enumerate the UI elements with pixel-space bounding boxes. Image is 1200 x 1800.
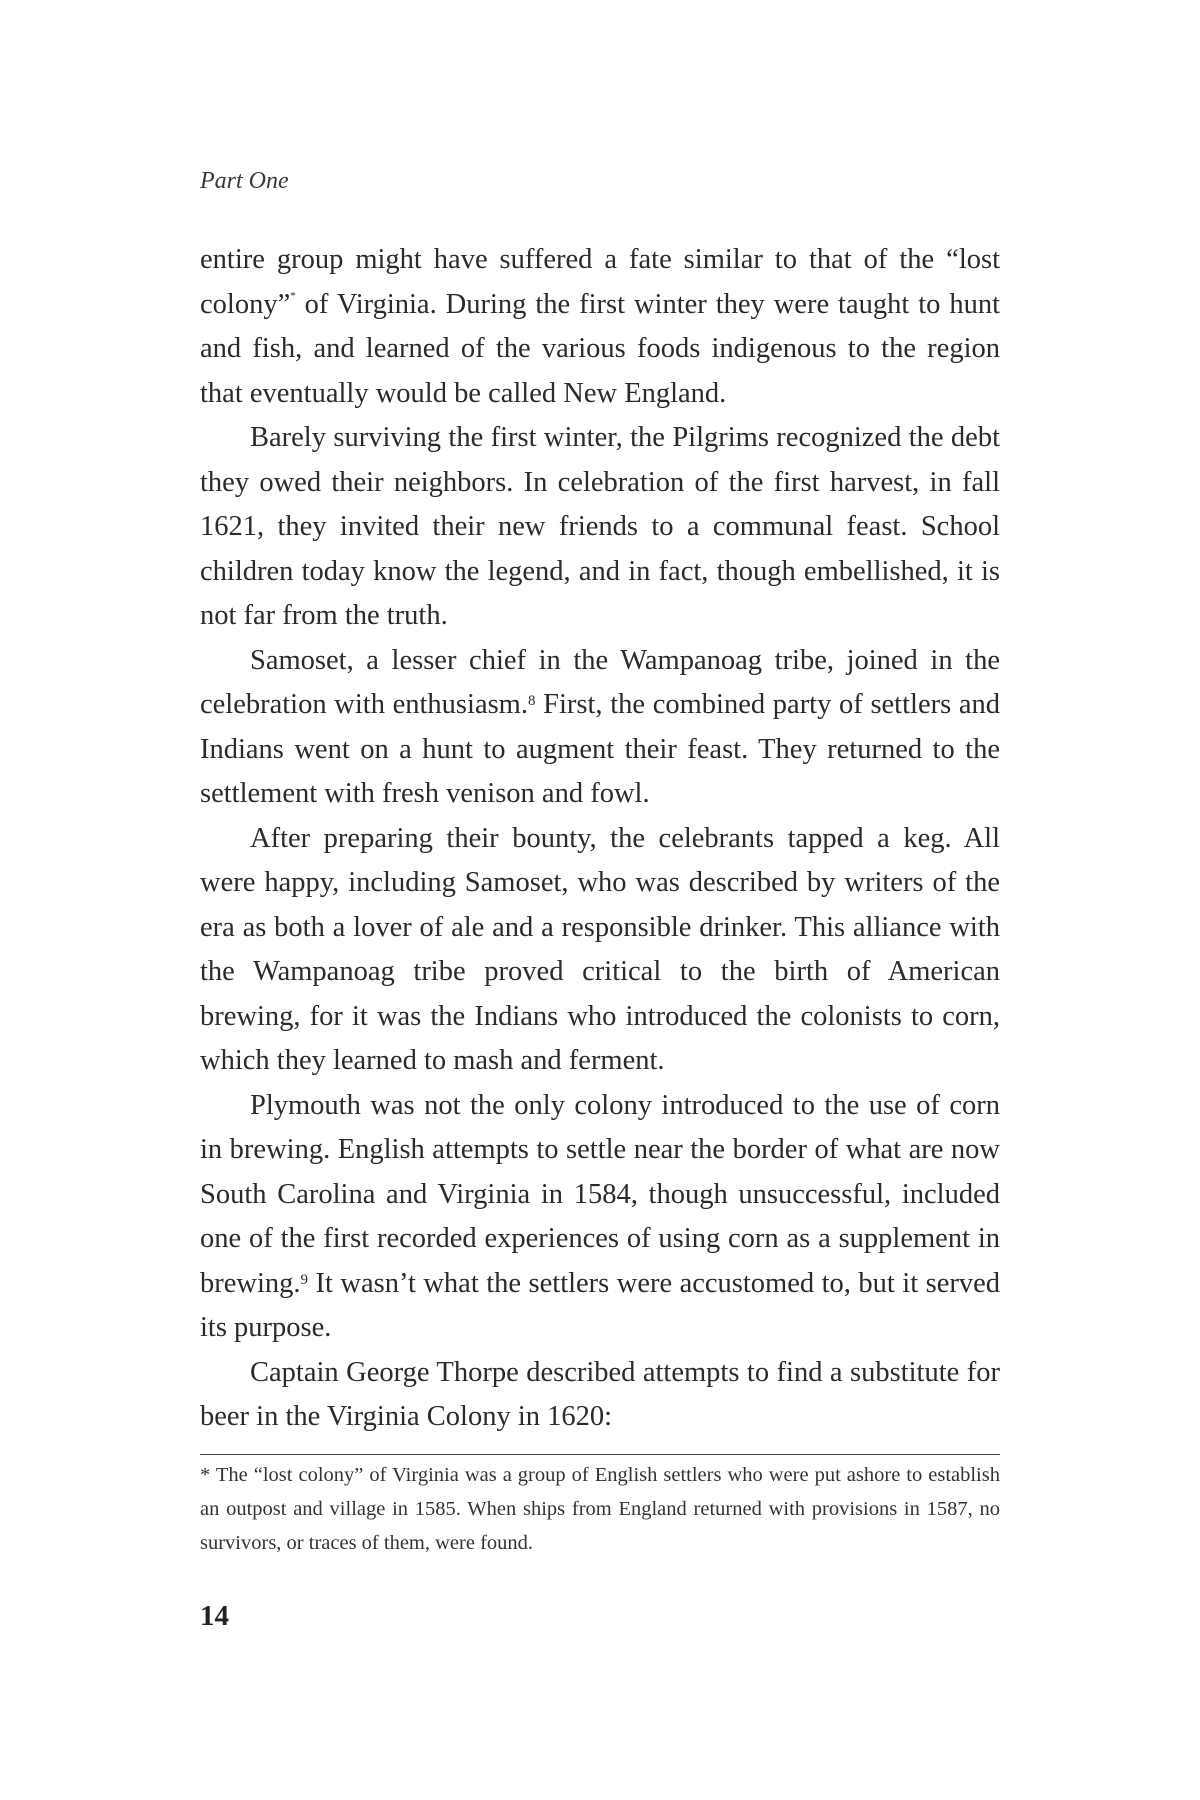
paragraph	[200, 416, 1000, 639]
paragraph-text: Samoset, a lesser chief in the Wampanoag tribe, joined in the celebration with enthusiasm.	[200, 644, 1000, 720]
paragraph	[200, 639, 1000, 817]
paragraph	[200, 238, 1000, 416]
paragraph-text: Captain George Thorpe described attempts to find a substitute for beer in the Virginia Colony in 1620:	[200, 1356, 1000, 1432]
paragraph	[200, 1351, 1000, 1440]
paragraph-text: Barely surviving the first winter, the Pilgrims recognized the debt they owed their neighbors. In celebration of the first harvest, in fall 1621, they invited their new friends to a communal feast. School children today know the legend, and in fact, though embellished, it is not far from the truth.	[200, 422, 1000, 631]
paragraph	[200, 1084, 1000, 1351]
page-number: 14	[200, 1600, 229, 1632]
paragraph-text: entire group might have suffered a fate similar to that of the “lost colony”	[200, 244, 1000, 320]
footnote: * The “lost colony” of Virginia was a group of English settlers who were put ashore to establish an outpost and village in 1585. When ships from England returned with provisions in 1587, no survivors, or traces of them, were found.	[200, 1464, 1000, 1554]
paragraph-text: After preparing their bounty, the celebrants tapped a keg. All were happy, including Samoset, who was described by writers of the era as both a lover of ale and a responsible drinker. This alliance with the Wampanoag tribe proved critical to the birth of American brewing, for it was the Indians who introduced the colonists to corn, which they learned to mash and ferment.	[200, 822, 1000, 1076]
paragraph-text: of Virginia. During the first winter they were taught to hunt and fish, and learned of the various foods indigenous to the region that eventually would be called New England.	[200, 288, 1000, 409]
paragraph-text: Plymouth was not the only colony introduced to the use of corn in brewing. English attempts to settle near the border of what are now South Carolina and Virginia in 1584, though unsuccessful, included one of the first recorded experiences of using corn as a supplement in brewing.	[200, 1089, 1000, 1299]
book-page	[200, 0, 1000, 1800]
footnote-rule	[200, 1454, 1000, 1455]
footnote-marker: *	[290, 289, 296, 302]
paragraph-text: It wasn’t what the settlers were accustomed to, but it served its purpose.	[200, 1267, 1000, 1343]
paragraph-text: First, the combined party of settlers and Indians went on a hunt to augment their feast. They returned to the settlement with fresh venison and fowl.	[200, 689, 1000, 809]
body-text	[200, 238, 1000, 1440]
endnote-reference: 9	[300, 1271, 309, 1288]
paragraph	[200, 817, 1000, 1084]
endnote-reference: 8	[527, 693, 536, 709]
running-head: Part One	[200, 168, 289, 194]
